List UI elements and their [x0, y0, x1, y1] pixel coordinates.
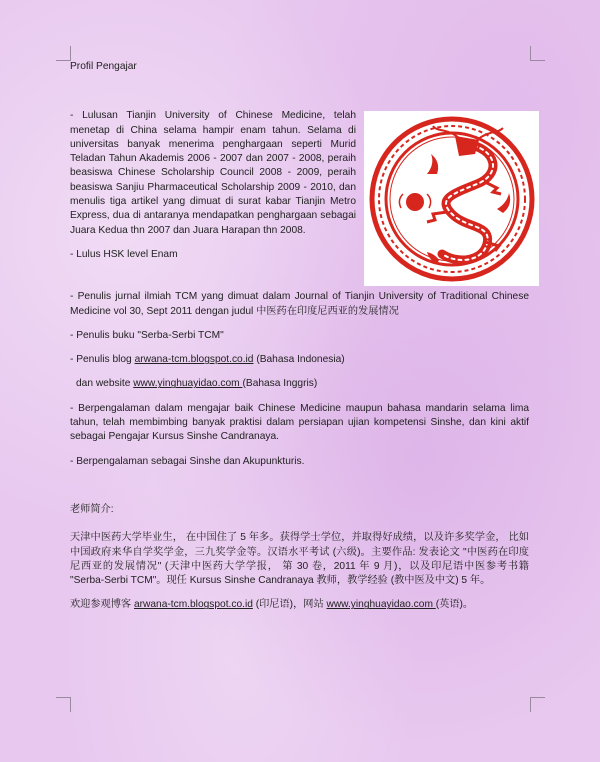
dragon-emblem-image — [364, 111, 539, 286]
crop-mark-top-left — [56, 46, 71, 61]
blog-suffix: (Bahasa Indonesia) — [253, 354, 345, 366]
bio-paragraph-2: - Lulus HSK level Enam — [70, 248, 178, 260]
bio-paragraph-1: - Lulusan Tianjin University of Chinese Medicine, telah menetap di China selama hampir enam tahun. Selama di universitas banyak menerima penghargaan seperti Murid Teladan Tahun Akademis 2006 - 2007 dan 2007 - 2008, peraih beasiswa Chinese Scholarship Council 2008 - 2009, peraih beasiswa Sanjiu Pharmaceutical Scholarship 2009 - 2010, dan menulis tiga artikel yang dimuat di surat kabar Tianjin Metro Express, dua di antaranya mendapatkan penghargaan sebagai Juara Kedua thn 2007 dan Juara Harapan thn 2008. — [70, 110, 356, 236]
zh-blog-link[interactable]: arwana-tcm.blogspot.co.id — [133, 599, 253, 611]
bio-section — [70, 109, 529, 469]
blog-prefix: - Penulis blog — [70, 354, 135, 366]
chinese-paragraph-2 — [70, 598, 529, 612]
crop-mark-bottom-left — [56, 697, 71, 712]
bio-paragraph-8: - Berpengalaman sebagai Sinshe dan Akupunkturis. — [70, 455, 305, 467]
zh-suffix: (英语)。 — [435, 599, 474, 611]
zh-website-link[interactable]: www.yinghuayidao.com — [326, 599, 436, 611]
page-heading: Profil Pengajar — [70, 61, 137, 72]
website-link[interactable]: www.yinghuayidao.com — [133, 378, 243, 390]
zh-blog-prefix: 欢迎参观博客 — [70, 599, 134, 611]
zh-mid-text: (印尼语)，网站 — [252, 599, 327, 611]
chinese-heading: 老师简介: — [70, 503, 114, 515]
bio-paragraph-5 — [70, 353, 529, 367]
bio-paragraph-4: - Penulis buku "Serba-Serbi TCM" — [70, 329, 224, 341]
content — [70, 60, 529, 623]
website-prefix: dan website — [76, 378, 134, 390]
crop-mark-top-right — [530, 46, 545, 61]
blog-link[interactable]: arwana-tcm.blogspot.co.id — [134, 354, 254, 366]
bio-paragraph-7: - Berpengalaman dalam mengajar baik Chinese Medicine maupun bahasa mandarin selama lima tahun, telah membimbing banyak praktisi dalam persiapan ujian kompetensi Sinshe, dan kini aktif sebagai Pengajar Kursus Sinshe Candranaya. — [70, 402, 529, 443]
bio-paragraph-6 — [70, 377, 529, 391]
dragon-emblem-icon — [367, 114, 537, 284]
chinese-paragraph-1: 天津中医药大学毕业生， 在中国住了 5 年多。获得学士学位，并取得好成绩，以及许多奖学金， 比如中国政府来华自学奖学金，三九奖学金等。汉语水平考试 (六级)。主要作品: 发表论文 "中医药在印度尼西亚的发展情况" (天津中医药大学学报， 第 30 卷，2011 年 9 月)，以及印尼语中医参考书籍 "Serba-Serbi TCM"。现任 Kursus Sinshe Candranaya 教师，教学经验 (教中医及中文) 5 年。 — [70, 532, 529, 587]
crop-mark-bottom-right — [530, 697, 545, 712]
website-suffix: (Bahasa Inggris) — [242, 378, 318, 390]
bio-paragraph-3: - Penulis jurnal ilmiah TCM yang dimuat dalam Journal of Tianjin University of Traditional Chinese Medicine vol 30, Sept 2011 dengan judul 中医药在印度尼西亚的发展情况 — [70, 291, 529, 317]
